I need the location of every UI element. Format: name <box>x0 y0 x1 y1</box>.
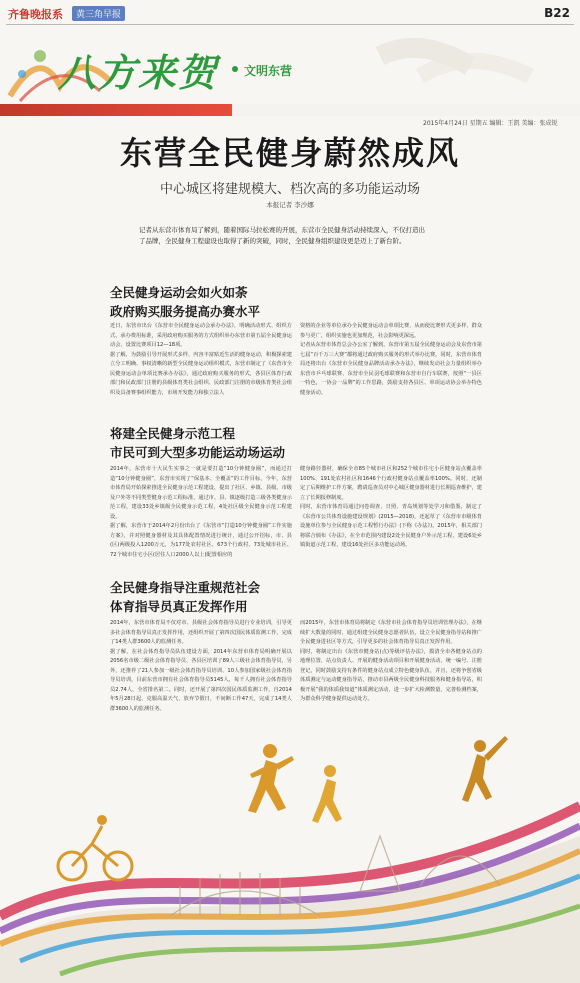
bullet-dot <box>232 66 238 72</box>
athlete-figure-3 <box>462 736 508 802</box>
color-band <box>0 104 580 116</box>
lead-paragraph: 记者从东营市体育局了解到，随着国际马拉松赛的开展，东营市全民健身活动持续深入，不仅打造出了品牌，全民健身工程建设也取得了新的突破，同时，全民健身组织建设更是迈上了新台阶。 <box>139 226 425 245</box>
section-2-heading-line-1: 将建全民健身示范工程 <box>110 426 236 441</box>
section-3-heading-line-2: 体育指导员真正发挥作用 <box>110 599 248 614</box>
section-2-heading-line-2: 市民可到大型多功能运动场运动 <box>110 445 286 460</box>
cyclist-head <box>97 815 107 825</box>
section-1-column-left: 近日，东营市出台《东营市全民健身运动会承办办法》，明确活动形式、组织方式、承办费用标准，采用政府购买服务的方式组织举办东营市第五届全民健身运动会，设置比赛项目12—18项。 据了解，为鼓励引导开展形式多样、内容丰富贴近生活的健身运动，积极探索建立分工明确、事权清晰的新型全民健身运动组织模式，东营市制定了《东营市全民健身运动会单项比赛承办办法》，通过政府购买服务的形式，各县区体育行政部门和民政部门注册的县级体育类社会组织、民政部门注册的市级体育类社会组织及具备赛事组织能力，市场开发能力和独立法人 <box>110 323 292 396</box>
section-3-heading <box>110 578 410 616</box>
section-1-heading-line-2: 政府购买服务提高办赛水平 <box>110 304 261 319</box>
masthead-subtitle: 文明东营 <box>244 64 293 78</box>
top-rule <box>6 24 574 25</box>
top-bar <box>0 0 580 24</box>
section-3-column-right: 而2015年，东营市体育局将制定《东营市社会体育指导员培训管理办法》，在继续扩大数量的同时，通过组建全民健身志愿者队伍，设立全民健身指导站和推广全民健身进社区等方式，引导更多的社会体育指导员真正发挥作用。 同时，将制定出台《东营市健身站(点)等级评估办法》，摸清全市各健身站点的地理位置、站点负责人、开展的健身活动项目和开展健身活动，统一编号、注册登记，同时鼓励支持有条件的健身站点成立特色健身队伍，并且，还将争创省级体质测定与运动健身指导站，推动市县两级全民健身科技服务和健身指导站，积极开展“我的体质我知道”体质测定活动，进一步扩大检测数量，完善检测档案，为群众科学健身提供运动处方。 <box>300 620 482 702</box>
section-1-heading-line-1: 全民健身运动会如火如荼 <box>110 285 248 300</box>
masthead-title: 八方来贺 <box>58 51 219 95</box>
byline: 本报记者 李沙娜 <box>266 201 314 209</box>
paper-name: 齐鲁晚报系 <box>8 8 63 21</box>
page-number: B22 <box>544 6 570 20</box>
section-2-heading <box>110 424 410 462</box>
cyclist-figure <box>58 826 132 880</box>
section-3-column-left: 2014年，东营市体育局不仅对市、县级社会体育指导员进行专业培训，引导更多社会体育指导员真正发挥作用，还组织开展了第四次国民体质监测工作，完成了14类人群3600人的监测任务。 据了解，在社会体育指导员队伍建设方面，2014年东营市体育局明确开展以2056名市级二级社会体育指导员、各县区培训了89人三级社会体育指导员，另外，还推荐了21人参加一级社会体育指导员培训、10人参加国家级社会体育指导员培训，目前东营市拥有社会体育指导员5145人，每千人拥有社会体育指导员2.74人，全省排名第二。同时，还开展了第四次国民体质监测工作，自2014年5月28日起，克服高温天气、放弃节假日，不间断工作47天，完成了14类人群3600人的监测任务。 <box>110 620 292 712</box>
edition-badge: 黄三角早报 <box>72 6 125 21</box>
runner-figure-2 <box>312 765 342 823</box>
dateline: 2015年4月24日 星期五 编辑：王凯 美编：张成锐 <box>423 120 558 127</box>
sports-illustration <box>0 716 580 983</box>
subheadline: 中心城区将建规模大、档次高的多功能运动场 <box>159 182 420 197</box>
section-2-column-left: 2014年，东营市十大民生实事之一就是要打造“10分钟健身圈”，而通过打造“10分钟健身圈”，东营市实现了“保基本、全覆盖”的工作目标，今年，东营市体育局开始探索推进全民健身示范工程建设，提出了社区、乡镇、县级、市级及户外等不同类型健身示范工程标准，通过市、县、镇逐级打造三级各类健身示范工程，建设33处乡镇级全民健身示范工程，4处社区级全民健身示范工程建设。 据了解，东营市于2014年2月份出台了《东营市“打造10分钟健身圈”工作实施方案》，并对照健身器材及其具体配置情况进行统计，通过公开招标，市、县(区)两级投入1200万元，为177处农村社区、673个行政村、73处城市社区、72个城市住宅小区(居住人口2000人以上)配置相应的 <box>110 466 292 558</box>
section-1-heading <box>110 283 370 321</box>
masthead <box>0 26 580 127</box>
section-2-column-right: 健身路径器材，确保全市85个城市社区和252个城市住宅小区健身站点覆盖率100%、191处农村社区和1646个行政村健身站点覆盖率100%。同时，还制定了后期维护工作方案，聘请巡查员对中心城区健身器材进行长期巡查维护，建立了长期报修制度。 同时，东营市体育局通过问卷调查、日照、青岛规划等处学习和借鉴，制定了《东营市公共体育设施建设规划》(2015—2018)，还起草了《东营市市级体育设施单位参与全民健身示范工程暂行办法》(下称《办法》)。2015年，相关部门将联合颁布《办法》，在全市范围内建设2处全民健身户外示范工程，建设6处乡镇街道示范工程，建设16处社区多功能运动场。 <box>300 466 482 548</box>
runner-figure-1 <box>248 744 294 813</box>
headline: 东营全民健身蔚然成风 <box>119 134 460 172</box>
section-3-heading-line-1: 全民健身指导注重规范社会 <box>110 580 261 595</box>
section-1-column-right: 资格的企业等单位承办全民健身运动会单项比赛，从而使比赛形式更多样、群众参与更广，组织实施也更加规范，社会影响更深远。 记者从东营市体育总会办公室了解到，东营市第五届全民健身运动会及东营市第七届“百千万三大赛”都将通过政府购买服务的形式举办比赛。同时，东营市体育局还将出台《东营市全民健身品牌活动承办办法》，继续发动社会力量组织举办东营市乒乓球联赛、东营市全民羽毛球联赛和东营市自行车联赛，按照“一县区一特色，一协会一品牌”的工作思路，鼓励支持各县区、单项运动协会举办特色健身活动。 <box>300 323 482 396</box>
